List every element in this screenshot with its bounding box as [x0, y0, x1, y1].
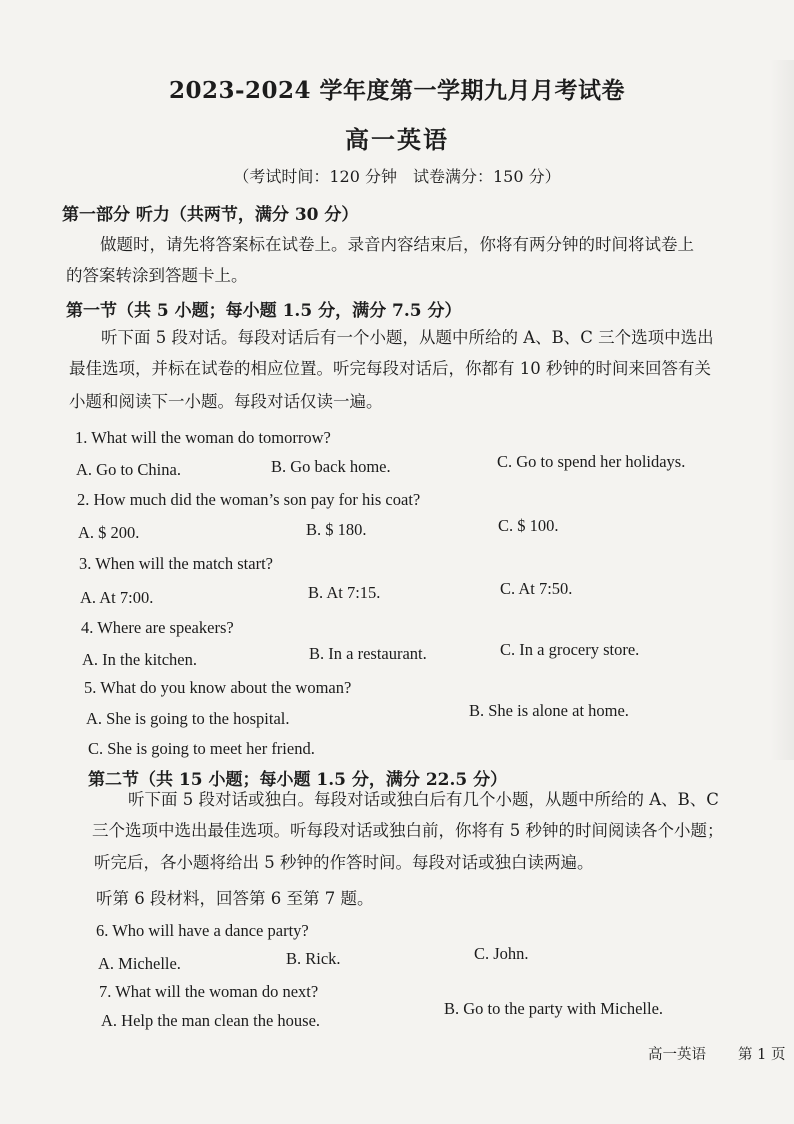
question-4: 4. Where are speakers?: [81, 618, 234, 637]
section2-line3: 听完后，各小题将给出 5 秒钟的作答时间。每段对话或独白读两遍。: [94, 853, 594, 872]
question-6: 6. Who will have a dance party?: [96, 921, 309, 940]
section1-line1: 听下面 5 段对话。每段对话后有一个小题，从题中所给的 A、B、C 三个选项中选出: [101, 328, 714, 347]
exam-title: 2023-2024 学年度第一学期九月月考试卷: [168, 77, 626, 104]
question-1-option-a: A. Go to China.: [76, 460, 181, 479]
exam-info: （考试时间：120 分钟 试卷满分：150 分）: [233, 167, 561, 186]
question-5-option-b: B. She is alone at home.: [469, 701, 629, 720]
question-7-option-b: B. Go to the party with Michelle.: [444, 999, 664, 1018]
question-5-option-a: A. She is going to the hospital.: [86, 709, 290, 728]
question-6-option-b: B. Rick.: [286, 949, 341, 968]
question-3-option-b: B. At 7:15.: [308, 583, 381, 602]
section2-line2: 三个选项中选出最佳选项。听每段对话或独白前，你将有 5 秒钟的时间阅读各个小题；: [92, 821, 724, 840]
question-3: 3. When will the match start?: [79, 554, 273, 573]
question-4-option-a: A. In the kitchen.: [82, 650, 198, 669]
question-4-option-c: C. In a grocery store.: [500, 640, 640, 659]
footer-subject: 高一英语: [648, 1047, 706, 1063]
question-6-option-c: C. John.: [474, 944, 529, 963]
question-7-option-a: A. Help the man clean the house.: [101, 1011, 321, 1030]
question-1: 1. What will the woman do tomorrow?: [75, 428, 331, 447]
part1-heading: 第一部分 听力（共两节，满分 30 分）: [62, 205, 359, 225]
question-4-option-b: B. In a restaurant.: [309, 644, 427, 663]
section1-line3: 小题和阅读下一小题。每段对话仅读一遍。: [69, 392, 383, 411]
part1-instruction-line2: 的答案转涂到答题卡上。: [66, 266, 248, 285]
question-3-option-a: A. At 7:00.: [80, 588, 154, 607]
subject-title: 高一英语: [345, 125, 449, 154]
question-1-option-b: B. Go back home.: [271, 457, 391, 476]
question-2-option-b: B. $ 180.: [306, 520, 367, 539]
section1-heading: 第一节（共 5 小题；每小题 1.5 分，满分 7.5 分）: [66, 301, 462, 321]
question-2-option-c: C. $ 100.: [498, 516, 559, 535]
question-3-option-c: C. At 7:50.: [500, 579, 573, 598]
question-2: 2. How much did the woman’s son pay for his coat?: [77, 490, 421, 509]
section2-line1: 听下面 5 段对话或独白。每段对话或独白后有几个小题，从题中所给的 A、B、C: [128, 790, 719, 809]
section2-heading: 第二节（共 15 小题；每小题 1.5 分，满分 22.5 分）: [88, 770, 508, 790]
section2-material-note: 听第 6 段材料，回答第 6 至第 7 题。: [96, 889, 374, 908]
question-5: 5. What do you know about the woman?: [84, 678, 352, 697]
question-6-option-a: A. Michelle.: [98, 954, 181, 973]
footer-page-number: 第 1 页: [738, 1047, 786, 1063]
question-2-option-a: A. $ 200.: [78, 523, 140, 542]
section1-line2: 最佳选项，并标在试卷的相应位置。听完每段对话后，你都有 10 秒钟的时间来回答有关: [69, 359, 711, 378]
question-1-option-c: C. Go to spend her holidays.: [497, 452, 686, 471]
part1-instruction-line1: 做题时，请先将答案标在试卷上。录音内容结束后，你将有两分钟的时间将试卷上: [100, 235, 694, 254]
question-7: 7. What will the woman do next?: [99, 982, 319, 1001]
question-5-option-c: C. She is going to meet her friend.: [88, 739, 315, 758]
